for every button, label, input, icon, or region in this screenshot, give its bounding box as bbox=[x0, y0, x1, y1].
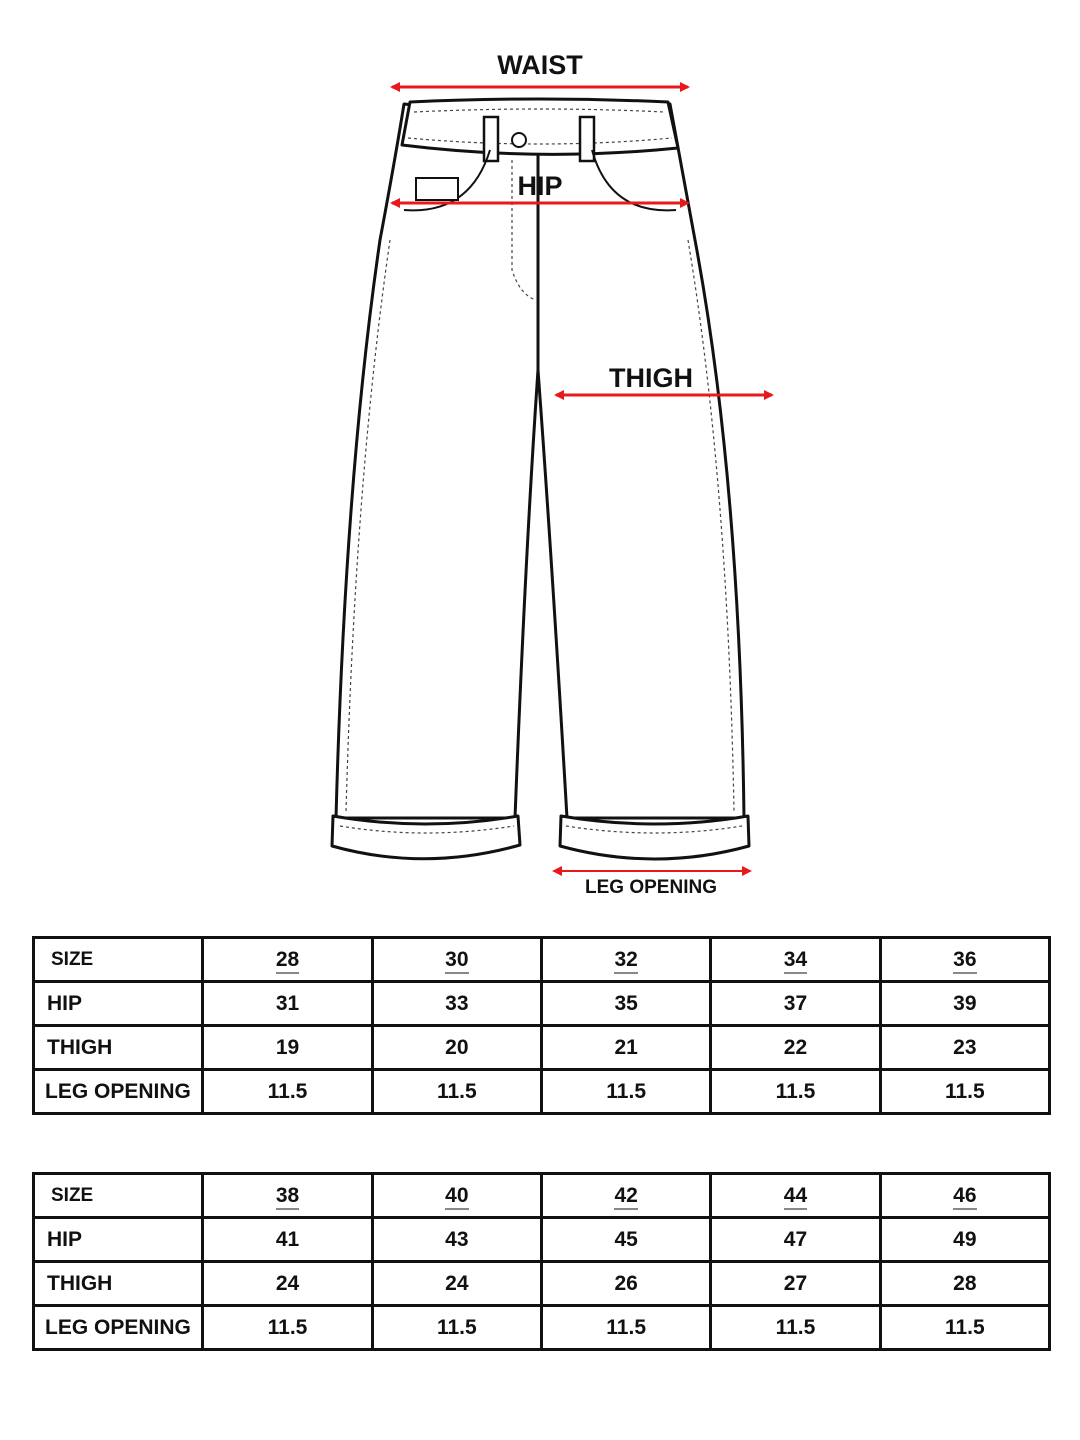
value-cell bbox=[711, 1262, 880, 1306]
size-cell bbox=[880, 1174, 1049, 1218]
value-cell bbox=[203, 1306, 372, 1350]
table-row bbox=[34, 982, 1050, 1026]
row-label: SIZE bbox=[34, 938, 203, 982]
value-cell bbox=[372, 1218, 541, 1262]
value-cell bbox=[203, 982, 372, 1026]
thigh-label: THIGH bbox=[609, 363, 693, 393]
table-row bbox=[34, 1026, 1050, 1070]
size-cell bbox=[203, 1174, 372, 1218]
size-cell bbox=[372, 938, 541, 982]
size-cell bbox=[541, 1174, 710, 1218]
value-cell bbox=[711, 1218, 880, 1262]
size-cell bbox=[711, 1174, 880, 1218]
value-cell bbox=[541, 982, 710, 1026]
cell-text: 19 bbox=[275, 1035, 300, 1059]
size-table-2 bbox=[32, 1172, 1051, 1351]
cell-text: 34 bbox=[784, 948, 807, 974]
cell-text: 24 bbox=[445, 1271, 469, 1295]
size-cell bbox=[541, 938, 710, 982]
cell-text: 23 bbox=[953, 1035, 977, 1059]
cell-text: 30 bbox=[445, 948, 468, 974]
value-cell bbox=[541, 1218, 710, 1262]
row-label: HIP bbox=[34, 982, 203, 1026]
value-cell bbox=[203, 1262, 372, 1306]
cell-text: 32 bbox=[614, 948, 637, 974]
value-cell bbox=[372, 1026, 541, 1070]
size-table-1 bbox=[32, 936, 1051, 1115]
table-row bbox=[34, 1174, 1050, 1218]
value-cell bbox=[372, 1262, 541, 1306]
pants-outline bbox=[332, 99, 749, 859]
hip-label: HIP bbox=[517, 171, 563, 201]
value-cell bbox=[372, 982, 541, 1026]
cell-text: 39 bbox=[953, 991, 977, 1015]
cell-text: 11.5 bbox=[606, 1315, 646, 1339]
value-cell bbox=[711, 982, 880, 1026]
value-cell bbox=[203, 1026, 372, 1070]
size-cell bbox=[711, 938, 880, 982]
cell-text: 44 bbox=[784, 1184, 807, 1210]
cell-text: 21 bbox=[614, 1035, 638, 1059]
value-cell bbox=[880, 1026, 1049, 1070]
cell-text: 11.5 bbox=[775, 1315, 816, 1339]
size-cell bbox=[372, 1174, 541, 1218]
cell-text: 11.5 bbox=[267, 1079, 308, 1103]
value-cell bbox=[203, 1218, 372, 1262]
cell-text: 45 bbox=[614, 1227, 638, 1251]
size-cell bbox=[880, 938, 1049, 982]
cell-text: 49 bbox=[953, 1227, 977, 1251]
cell-text: 46 bbox=[953, 1184, 976, 1210]
value-cell bbox=[880, 1306, 1049, 1350]
button-icon bbox=[512, 133, 526, 147]
value-cell bbox=[880, 1218, 1049, 1262]
leg-opening-label: LEG OPENING bbox=[585, 877, 717, 898]
value-cell bbox=[711, 1070, 880, 1114]
row-label: LEG OPENING bbox=[34, 1306, 203, 1350]
cell-text: 35 bbox=[614, 991, 638, 1015]
cell-text: 11.5 bbox=[944, 1315, 985, 1339]
table-row bbox=[34, 1262, 1050, 1306]
value-cell bbox=[880, 1070, 1049, 1114]
row-label: SIZE bbox=[34, 1174, 203, 1218]
cell-text: 11.5 bbox=[775, 1079, 816, 1103]
cell-text: 42 bbox=[614, 1184, 637, 1210]
value-cell bbox=[541, 1306, 710, 1350]
value-cell bbox=[372, 1070, 541, 1114]
cell-text: 47 bbox=[783, 1227, 808, 1251]
cell-text: 26 bbox=[614, 1271, 638, 1295]
cell-text: 38 bbox=[276, 1184, 299, 1210]
cell-text: 33 bbox=[445, 991, 469, 1015]
cell-text: 11.5 bbox=[436, 1079, 477, 1103]
cell-text: 40 bbox=[445, 1184, 468, 1210]
value-cell bbox=[203, 1070, 372, 1114]
value-cell bbox=[880, 982, 1049, 1026]
cell-text: 28 bbox=[953, 1271, 977, 1295]
value-cell bbox=[541, 1262, 710, 1306]
cell-text: 36 bbox=[953, 948, 976, 974]
cell-text: 11.5 bbox=[436, 1315, 477, 1339]
value-cell bbox=[880, 1262, 1049, 1306]
cell-text: 43 bbox=[445, 1227, 469, 1251]
table-row bbox=[34, 1306, 1050, 1350]
value-cell bbox=[711, 1026, 880, 1070]
row-label: LEG OPENING bbox=[34, 1070, 203, 1114]
value-cell bbox=[372, 1306, 541, 1350]
value-cell bbox=[541, 1026, 710, 1070]
cell-text: 27 bbox=[783, 1271, 808, 1295]
waist-label: WAIST bbox=[497, 50, 583, 80]
row-label: HIP bbox=[34, 1218, 203, 1262]
cell-text: 37 bbox=[783, 991, 808, 1015]
table-row bbox=[34, 1218, 1050, 1262]
cell-text: 11.5 bbox=[944, 1079, 985, 1103]
value-cell bbox=[541, 1070, 710, 1114]
row-label: THIGH bbox=[34, 1026, 203, 1070]
cell-text: 31 bbox=[275, 991, 300, 1015]
table-row bbox=[34, 938, 1050, 982]
size-cell bbox=[203, 938, 372, 982]
row-label: THIGH bbox=[34, 1262, 203, 1306]
cell-text: 11.5 bbox=[267, 1315, 308, 1339]
cell-text: 20 bbox=[445, 1035, 469, 1059]
value-cell bbox=[711, 1306, 880, 1350]
table-row bbox=[34, 1070, 1050, 1114]
cell-text: 11.5 bbox=[606, 1079, 646, 1103]
cell-text: 24 bbox=[275, 1271, 300, 1295]
cell-text: 41 bbox=[275, 1227, 300, 1251]
cell-text: 28 bbox=[276, 948, 299, 974]
cell-text: 22 bbox=[783, 1035, 808, 1059]
